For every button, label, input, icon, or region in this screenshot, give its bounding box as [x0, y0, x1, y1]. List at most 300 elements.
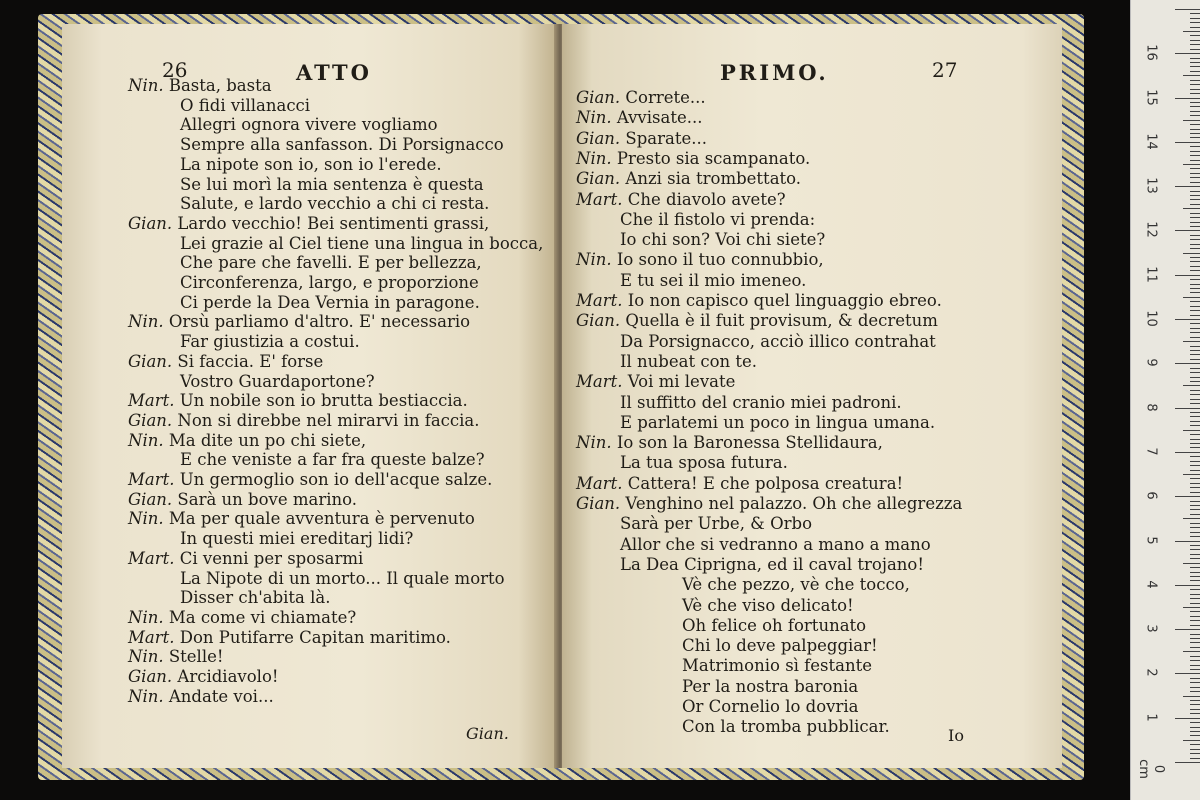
text-line — [128, 628, 451, 648]
ruler-label: 1 — [1143, 713, 1159, 722]
verse-text: Anzi sia trombettato. — [625, 169, 802, 189]
right-page — [562, 24, 1062, 768]
ruler-tick — [1190, 328, 1200, 329]
ruler-tick — [1190, 301, 1200, 302]
text-line — [576, 250, 824, 270]
text-line — [180, 155, 442, 175]
verse-text: Correte... — [625, 88, 706, 107]
ruler-label: 12 — [1143, 221, 1159, 239]
verse-text: Venghino nel palazzo. Oh che allegrezza — [625, 494, 963, 513]
verse-text: La Nipote di un morto... Il quale morto — [180, 568, 505, 588]
ruler-tick — [1183, 563, 1200, 564]
text-line — [576, 494, 962, 514]
ruler-tick — [1190, 13, 1200, 14]
ruler-tick — [1190, 483, 1200, 484]
verse-text: Io non capisco quel linguaggio ebreo. — [627, 291, 942, 310]
ruler-tick — [1190, 89, 1200, 90]
verse-text: Il nubeat con te. — [620, 351, 758, 371]
ruler-tick — [1190, 545, 1200, 546]
ruler-tick — [1190, 359, 1200, 360]
ruler-tick — [1190, 288, 1200, 289]
ruler-tick — [1190, 226, 1200, 227]
ruler-tick — [1190, 129, 1200, 130]
text-line — [128, 214, 489, 234]
ruler-label: 10 — [1143, 310, 1159, 327]
ruler-tick — [1175, 98, 1200, 99]
ruler-tick — [1190, 239, 1200, 240]
ruler-tick — [1190, 22, 1200, 23]
ruler-tick — [1190, 642, 1200, 643]
verse-text: Cattera! E che polposa creatura! — [627, 473, 904, 493]
text-line — [682, 636, 878, 656]
speaker-label: Mart. — [128, 470, 175, 489]
ruler-tick — [1190, 527, 1200, 528]
verse-text: Un germoglio son io dell'acque salze. — [179, 470, 493, 489]
text-line — [128, 312, 470, 332]
ruler-tick — [1183, 607, 1200, 608]
ruler-tick — [1190, 421, 1200, 422]
ruler-tick — [1190, 279, 1200, 280]
verse-text: Non si direbbe nel mirarvi in faccia. — [177, 410, 480, 430]
page-number: 26 — [162, 58, 188, 82]
ruler-tick — [1190, 758, 1200, 759]
ruler-tick — [1190, 700, 1200, 701]
text-line — [128, 608, 356, 628]
ruler-tick — [1190, 744, 1200, 745]
text-line — [576, 149, 810, 169]
verse-text: Ma come vi chiamate? — [168, 607, 357, 627]
text-line — [128, 549, 363, 569]
ruler-tick — [1190, 691, 1200, 692]
verse-text: Matrimonio sì festante — [682, 656, 873, 676]
text-line — [682, 575, 910, 595]
text-line — [576, 311, 938, 331]
text-line — [128, 667, 279, 687]
verse-text: Da Porsignacco, acciò illico contrahat — [620, 331, 936, 351]
text-line — [180, 96, 310, 116]
verse-text: Circonferenza, largo, e proporzione — [180, 273, 479, 292]
ruler-tick — [1190, 456, 1200, 457]
text-line — [576, 474, 903, 494]
ruler-tick — [1190, 332, 1200, 333]
running-head: ATTO — [296, 60, 372, 85]
ruler-tick — [1190, 589, 1200, 590]
text-line — [576, 129, 707, 149]
ruler-tick — [1183, 518, 1200, 519]
ruler-tick — [1190, 620, 1200, 621]
ruler-tick — [1190, 261, 1200, 262]
verse-text: Io son la Baronessa Stellidaura, — [616, 433, 883, 453]
ruler-tick — [1190, 58, 1200, 59]
ruler-tick — [1190, 735, 1200, 736]
verse-text: Io sono il tuo connubbio, — [616, 250, 824, 270]
speaker-label: Nin. — [576, 433, 612, 453]
text-line — [128, 76, 272, 96]
text-line — [576, 372, 735, 392]
ruler-tick — [1190, 394, 1200, 395]
ruler-label: 8 — [1143, 402, 1159, 412]
ruler-tick — [1190, 580, 1200, 581]
verse-text: Arcidiavolo! — [177, 667, 279, 686]
ruler-label: 6 — [1143, 491, 1159, 500]
speaker-label: Mart. — [576, 291, 623, 310]
verse-text: E parlatemi un poco in lingua umana. — [620, 412, 936, 432]
ruler-tick — [1190, 173, 1200, 174]
speaker-label: Gian. — [576, 494, 621, 513]
ruler-tick — [1190, 572, 1200, 573]
ruler-tick — [1190, 133, 1200, 134]
ruler-tick — [1175, 496, 1200, 497]
verse-text: E che veniste a far fra queste balze? — [180, 450, 485, 470]
ruler-tick — [1190, 306, 1200, 307]
ruler-tick — [1183, 120, 1200, 121]
speaker-label: Gian. — [576, 128, 621, 148]
verse-text: E tu sei il mio imeneo. — [620, 270, 807, 290]
ruler-tick — [1183, 651, 1200, 652]
ruler-tick — [1183, 696, 1200, 697]
ruler-tick — [1190, 368, 1200, 369]
ruler-tick — [1190, 323, 1200, 324]
speaker-label: Gian. — [128, 667, 173, 686]
ruler-tick — [1183, 253, 1200, 254]
ruler-tick — [1190, 443, 1200, 444]
verse-text: Disser ch'abita là. — [180, 588, 331, 608]
ruler-tick — [1190, 509, 1200, 510]
ruler-tick — [1175, 319, 1200, 320]
text-line — [576, 169, 801, 189]
ruler-tick — [1190, 66, 1200, 67]
ruler-tick — [1190, 399, 1200, 400]
speaker-label: Mart. — [576, 189, 623, 209]
ruler-tick — [1190, 111, 1200, 112]
left-page — [62, 24, 558, 768]
verse-text: Allor che si vedranno a mano a mano — [620, 534, 931, 554]
text-line — [180, 135, 504, 155]
ruler-label: 16 — [1143, 44, 1159, 61]
ruler-tick — [1175, 718, 1200, 719]
ruler-tick — [1190, 447, 1200, 448]
catchword: Io — [948, 726, 964, 745]
speaker-label: Nin. — [128, 509, 164, 529]
verse-text: Far giustizia a costui. — [180, 332, 360, 352]
ruler-tick — [1175, 452, 1200, 453]
text-line — [128, 391, 468, 411]
ruler-label: 0 cm — [1136, 759, 1166, 779]
ruler-tick — [1183, 31, 1200, 32]
ruler-tick — [1190, 501, 1200, 502]
text-line — [180, 175, 484, 195]
ruler-tick — [1190, 93, 1200, 94]
ruler-tick — [1190, 337, 1200, 338]
ruler-tick — [1190, 687, 1200, 688]
verse-text: Sarà un bove marino. — [177, 489, 358, 509]
ruler-tick — [1190, 182, 1200, 183]
ruler-label: 15 — [1143, 88, 1159, 106]
ruler-tick — [1190, 244, 1200, 245]
speaker-label: Gian. — [576, 88, 621, 107]
text-line — [128, 509, 475, 529]
text-line — [682, 717, 890, 737]
verse-text: Don Putifarre Capitan maritimo. — [179, 627, 451, 647]
ruler-tick — [1190, 71, 1200, 72]
verse-text: Voi mi levate — [627, 372, 736, 392]
verse-text: Vostro Guardaportone? — [180, 371, 375, 391]
text-line — [620, 271, 806, 291]
ruler-tick — [1175, 186, 1200, 187]
ruler-tick — [1190, 350, 1200, 351]
ruler-tick — [1190, 625, 1200, 626]
ruler-label: 2 — [1143, 668, 1159, 678]
ruler-tick — [1190, 514, 1200, 515]
speaker-label: Nin. — [128, 607, 164, 627]
verse-text: Andate voi... — [168, 686, 274, 706]
text-line — [128, 687, 274, 707]
ruler-tick — [1190, 199, 1200, 200]
text-line — [128, 647, 224, 667]
verse-text: Il suffitto del cranio miei padroni. — [620, 392, 902, 412]
ruler-tick — [1183, 474, 1200, 475]
verse-text: O fidi villanacci — [180, 95, 311, 115]
speaker-label: Nin. — [128, 312, 164, 332]
ruler-tick — [1190, 470, 1200, 471]
text-line — [128, 352, 323, 372]
measuring-ruler — [1130, 0, 1200, 800]
ruler-tick — [1190, 461, 1200, 462]
verse-text: Stelle! — [168, 647, 224, 667]
ruler-tick — [1190, 576, 1200, 577]
ruler-tick — [1190, 270, 1200, 271]
ruler-tick — [1175, 53, 1200, 54]
ruler-tick — [1183, 740, 1200, 741]
verse-text: Sempre alla sanfasson. Di Porsignacco — [180, 135, 504, 155]
verse-text: Avvisate... — [616, 108, 703, 128]
text-line — [180, 372, 375, 392]
verse-text: Chi lo deve palpeggiar! — [682, 636, 878, 656]
text-line — [180, 115, 438, 135]
text-line — [620, 393, 902, 413]
speaker-label: Nin. — [576, 250, 612, 270]
verse-text: Se lui morì la mia sentenza è questa — [180, 174, 484, 194]
verse-text: Sarà per Urbe, & Orbo — [620, 514, 813, 534]
ruler-tick — [1190, 248, 1200, 249]
ruler-tick — [1190, 678, 1200, 679]
verse-text: In questi miei ereditarj lidi? — [180, 529, 414, 549]
ruler-tick — [1190, 310, 1200, 311]
ruler-tick — [1190, 315, 1200, 316]
ruler-tick — [1190, 80, 1200, 81]
running-head: PRIMO. — [720, 60, 829, 85]
ruler-tick — [1183, 75, 1200, 76]
text-line — [128, 411, 480, 431]
text-line — [620, 210, 815, 230]
speaker-label: Gian. — [576, 311, 621, 331]
ruler-tick — [1190, 115, 1200, 116]
ruler-tick — [1175, 142, 1200, 143]
ruler-tick — [1190, 536, 1200, 537]
ruler-tick — [1190, 44, 1200, 45]
ruler-tick — [1190, 505, 1200, 506]
speaker-label: Mart. — [128, 627, 175, 647]
verse-text: Orsù parliamo d'altro. E' necessario — [168, 312, 471, 332]
text-line — [180, 529, 413, 549]
text-line — [620, 352, 757, 372]
speaker-label: Nin. — [128, 76, 164, 95]
ruler-tick — [1190, 594, 1200, 595]
ruler-tick — [1175, 541, 1200, 542]
speaker-label: Gian. — [128, 410, 173, 430]
ruler-tick — [1190, 151, 1200, 152]
verse-text: La tua sposa futura. — [620, 453, 788, 473]
verse-text: Ma dite un po chi siete, — [168, 430, 367, 450]
ruler-tick — [1190, 27, 1200, 28]
ruler-tick — [1190, 656, 1200, 657]
ruler-tick — [1190, 222, 1200, 223]
ruler-tick — [1190, 465, 1200, 466]
ruler-label: 3 — [1143, 624, 1159, 633]
ruler-tick — [1175, 762, 1200, 763]
speaker-label: Gian. — [128, 213, 173, 233]
ruler-tick — [1190, 403, 1200, 404]
verse-text: Che pare che favelli. E per bellezza, — [180, 253, 482, 273]
ruler-tick — [1190, 40, 1200, 41]
verse-text: Che il fistolo vi prenda: — [620, 209, 816, 229]
ruler-tick — [1190, 713, 1200, 714]
text-line — [180, 450, 485, 470]
ruler-label: 13 — [1143, 177, 1159, 194]
ruler-tick — [1190, 372, 1200, 373]
verse-text: Ci perde la Dea Vernia in paragone. — [180, 292, 480, 312]
ruler-tick — [1190, 195, 1200, 196]
speaker-label: Mart. — [576, 473, 623, 493]
text-line — [576, 88, 706, 108]
ruler-tick — [1190, 137, 1200, 138]
ruler-tick — [1190, 425, 1200, 426]
page-number: 27 — [932, 58, 958, 82]
verse-text: Con la tromba pubblicar. — [682, 717, 890, 737]
ruler-tick — [1190, 160, 1200, 161]
ruler-tick — [1183, 430, 1200, 431]
ruler-label: 4 — [1143, 580, 1159, 589]
ruler-tick — [1190, 660, 1200, 661]
ruler-tick — [1190, 168, 1200, 169]
ruler-tick — [1190, 217, 1200, 218]
ruler-tick — [1190, 106, 1200, 107]
verse-text: La nipote son io, son io l'erede. — [180, 154, 442, 174]
speaker-label: Nin. — [576, 148, 612, 168]
ruler-tick — [1190, 616, 1200, 617]
ruler-tick — [1175, 629, 1200, 630]
ruler-tick — [1190, 558, 1200, 559]
speaker-label: Gian. — [128, 351, 173, 371]
ruler-tick — [1190, 523, 1200, 524]
ruler-tick — [1190, 191, 1200, 192]
verse-text: Un nobile son io brutta bestiaccia. — [179, 391, 468, 411]
ruler-tick — [1190, 177, 1200, 178]
ruler-tick — [1190, 567, 1200, 568]
ruler-tick — [1190, 354, 1200, 355]
ruler-tick — [1190, 416, 1200, 417]
text-line — [620, 453, 788, 473]
verse-text: Sparate... — [625, 128, 707, 148]
ruler-tick — [1190, 549, 1200, 550]
ruler-tick — [1190, 478, 1200, 479]
verse-text: Salute, e lardo vecchio a chi ci resta. — [180, 194, 490, 214]
verse-text: Oh felice oh fortunato — [682, 615, 867, 635]
ruler-tick — [1183, 208, 1200, 209]
text-line — [620, 555, 924, 575]
speaker-label: Gian. — [576, 169, 621, 189]
ruler-tick — [1190, 124, 1200, 125]
speaker-label: Mart. — [128, 548, 175, 568]
ruler-tick — [1190, 18, 1200, 19]
verse-text: Lei grazie al Ciel tiene una lingua in bocca, — [180, 233, 544, 253]
ruler-tick — [1190, 292, 1200, 293]
ruler-tick — [1190, 704, 1200, 705]
ruler-tick — [1190, 638, 1200, 639]
ruler-tick — [1190, 35, 1200, 36]
text-line — [128, 490, 357, 510]
ruler-tick — [1190, 603, 1200, 604]
verse-text: Si faccia. E' forse — [177, 351, 324, 371]
ruler-tick — [1190, 84, 1200, 85]
text-line — [576, 433, 883, 453]
ruler-tick — [1190, 709, 1200, 710]
ruler-label: 11 — [1143, 265, 1159, 283]
ruler-tick — [1175, 585, 1200, 586]
verse-text: La Dea Ciprigna, ed il caval trojano! — [620, 554, 924, 574]
speaker-label: Nin. — [128, 647, 164, 667]
text-line — [180, 569, 505, 589]
text-line — [682, 697, 859, 717]
ruler-tick — [1190, 439, 1200, 440]
verse-text: Vè che viso delicato! — [682, 595, 854, 615]
ruler-tick — [1190, 647, 1200, 648]
verse-text: Lardo vecchio! Bei sentimenti grassi, — [177, 213, 490, 233]
ruler-tick — [1190, 722, 1200, 723]
speaker-label: Nin. — [128, 430, 164, 450]
text-line — [128, 470, 492, 490]
verse-text: Quella è il fuit provisum, & decretum — [625, 311, 938, 331]
text-line — [128, 431, 366, 451]
text-line — [180, 588, 331, 608]
ruler-tick — [1190, 390, 1200, 391]
ruler-tick — [1190, 62, 1200, 63]
speaker-label: Mart. — [128, 391, 175, 411]
text-line — [682, 596, 854, 616]
text-line — [180, 194, 489, 214]
ruler-tick — [1190, 412, 1200, 413]
ruler-tick — [1175, 9, 1200, 10]
ruler-tick — [1190, 598, 1200, 599]
verse-text: Vè che pezzo, vè che tocco, — [682, 575, 910, 595]
catchword: Gian. — [466, 724, 509, 743]
ruler-tick — [1190, 532, 1200, 533]
text-line — [620, 413, 935, 433]
ruler-tick — [1190, 377, 1200, 378]
ruler-tick — [1190, 487, 1200, 488]
verse-text: Per la nostra baronia — [682, 676, 859, 696]
ruler-tick — [1175, 363, 1200, 364]
text-line — [576, 190, 786, 210]
ruler-tick — [1190, 235, 1200, 236]
text-line — [180, 273, 479, 293]
verse-text: Basta, basta — [168, 76, 272, 95]
ruler-tick — [1190, 49, 1200, 50]
speaker-label: Nin. — [128, 686, 164, 706]
ruler-tick — [1175, 408, 1200, 409]
ruler-tick — [1190, 257, 1200, 258]
ruler-tick — [1190, 204, 1200, 205]
